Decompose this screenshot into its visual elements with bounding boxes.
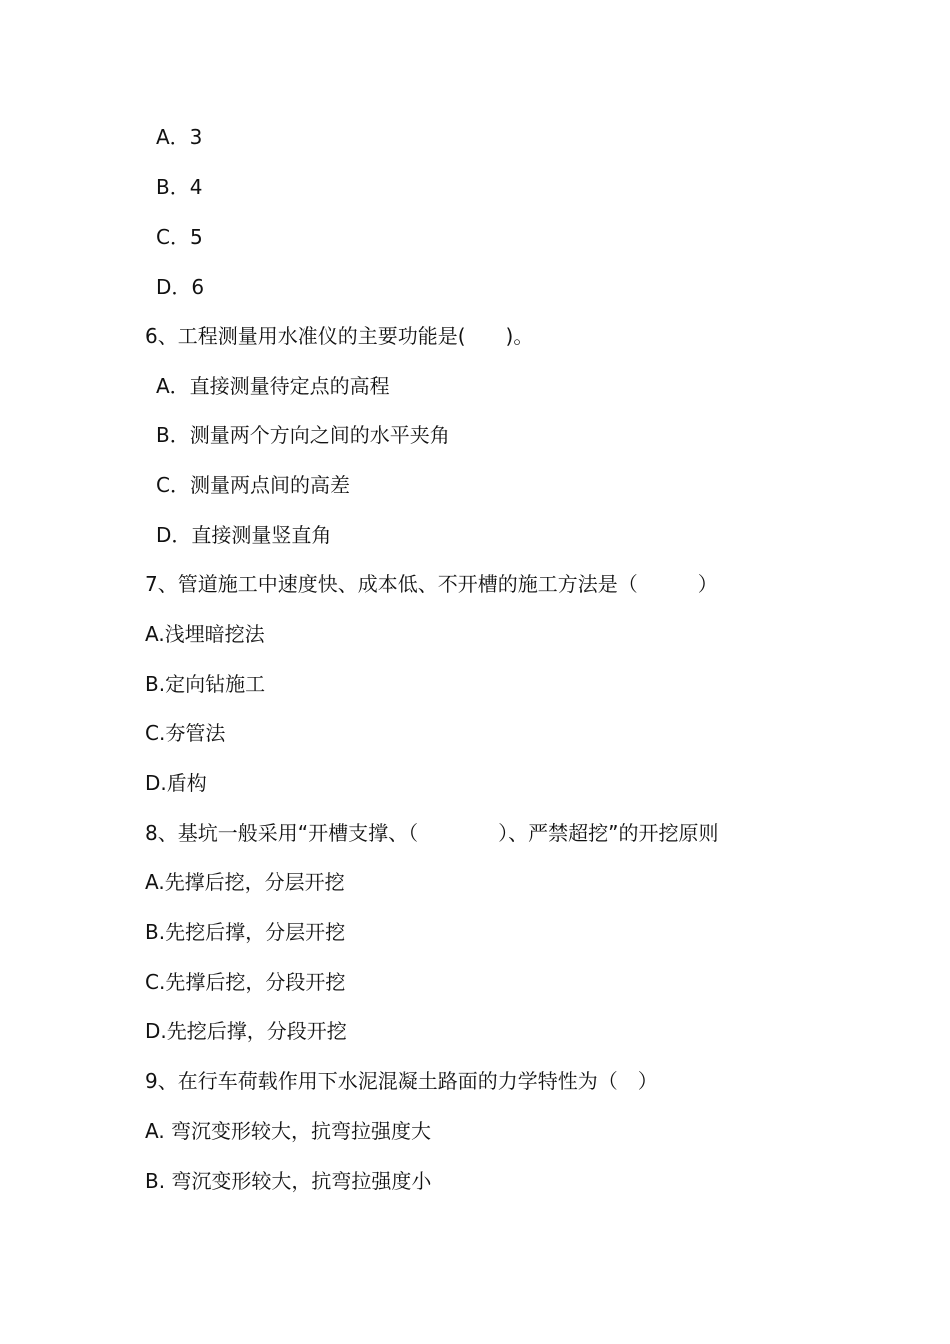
question-7-stem: 7、管道施工中速度快、成本低、不开槽的施工方法是（ ） xyxy=(145,572,718,596)
question-8-option-c: C.先撑后挖，分段开挖 xyxy=(145,970,346,994)
question-6-stem: 6、工程测量用水准仪的主要功能是( )。 xyxy=(145,324,534,348)
question-6-option-b: B．测量两个方向之间的水平夹角 xyxy=(156,423,450,447)
question-7-option-a: A.浅埋暗挖法 xyxy=(145,622,265,646)
question-6-option-a: A．直接测量待定点的高程 xyxy=(156,374,390,398)
question-6-option-c: C．测量两点间的高差 xyxy=(156,473,350,497)
option-c: C．5 xyxy=(156,225,203,249)
option-d: D．6 xyxy=(156,275,205,299)
question-8-option-d: D.先挖后撑，分段开挖 xyxy=(145,1019,347,1043)
question-6-option-d: D．直接测量竖直角 xyxy=(156,523,332,547)
question-8-option-a: A.先撑后挖，分层开挖 xyxy=(145,870,345,894)
question-9-option-b: B. 弯沉变形较大，抗弯拉强度小 xyxy=(145,1169,432,1193)
question-7-option-c: C.夯管法 xyxy=(145,721,226,745)
option-a: A．3 xyxy=(156,125,203,149)
question-9-option-a: A. 弯沉变形较大，抗弯拉强度大 xyxy=(145,1119,432,1143)
option-b: B．4 xyxy=(156,175,203,199)
question-9-stem: 9、在行车荷载作用下水泥混凝土路面的力学特性为（ ） xyxy=(145,1069,658,1093)
question-7-option-b: B.定向钻施工 xyxy=(145,672,266,696)
question-8-option-b: B.先挖后撑，分层开挖 xyxy=(145,920,346,944)
question-8-stem: 8、基坑一般采用“开槽支撑、（ ）、严禁超挖”的开挖原则 xyxy=(145,821,719,845)
question-7-option-d: D.盾构 xyxy=(145,771,207,795)
